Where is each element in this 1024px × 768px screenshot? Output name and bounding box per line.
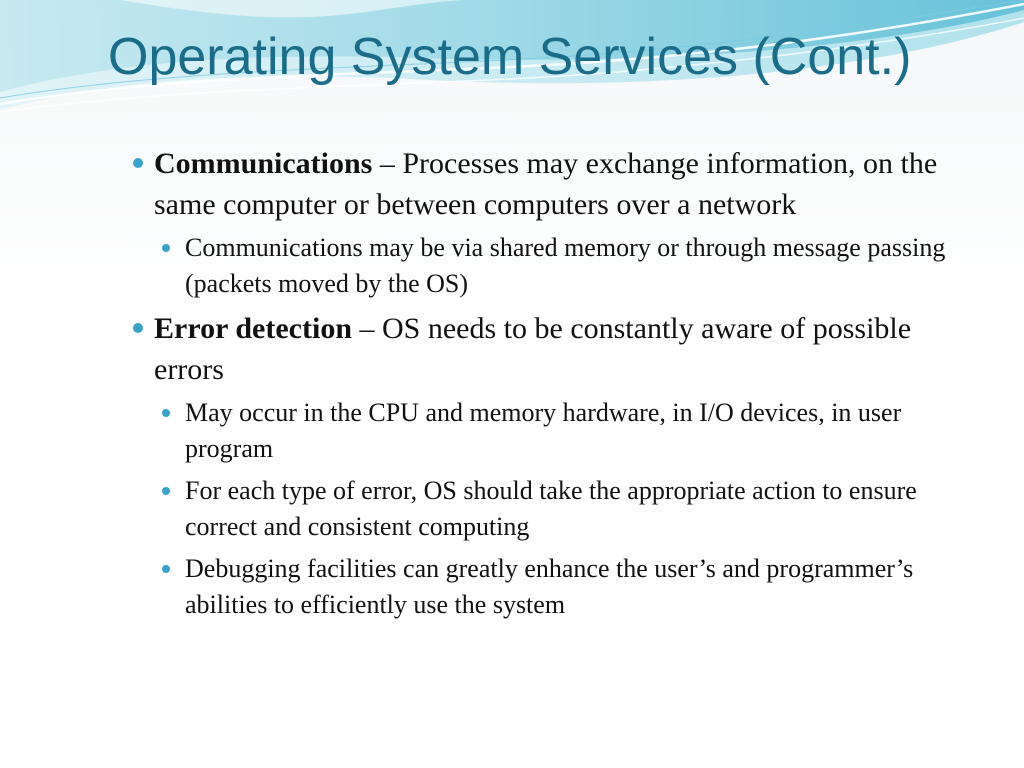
sub-bullet-dot-icon (162, 487, 170, 495)
bullet-term: Error detection (154, 312, 353, 345)
sub-bullet-dot-icon (162, 244, 170, 252)
sub-bullet (154, 551, 958, 623)
sub-bullet (154, 473, 958, 545)
bullet-dot-icon (133, 323, 143, 333)
sub-bullet-text: May occur in the CPU and memory hardware, in I/O devices, in user program (185, 398, 902, 463)
bullet-text: – Processes may exchange information, on the same computer or between computers over a network (154, 147, 938, 221)
bullet-text: – OS needs to be constantly aware of possible errors (154, 312, 912, 386)
sub-bullet-text: For each type of error, OS should take the appropriate action to ensure correct and consistent computing (185, 476, 917, 541)
sub-bullet (154, 395, 958, 467)
bullet-error-detection (128, 308, 958, 623)
bullet-dot-icon (133, 158, 143, 168)
sub-bullet-list (154, 395, 958, 623)
sub-bullet-text: Communications may be via shared memory or through message passing (packets moved by the OS) (185, 233, 946, 298)
sub-bullet-text: Debugging facilities can greatly enhance the user’s and programmer’s abilities to efficiently use the system (185, 554, 914, 619)
bullet-communications (128, 143, 958, 302)
slide-title: Operating System Services (Cont.) (108, 28, 912, 86)
sub-bullet-list (154, 230, 958, 302)
sub-bullet-dot-icon (162, 409, 170, 417)
bullet-list (128, 143, 958, 629)
bullet-term: Communications (154, 147, 373, 180)
sub-bullet (154, 230, 958, 302)
sub-bullet-dot-icon (162, 565, 170, 573)
